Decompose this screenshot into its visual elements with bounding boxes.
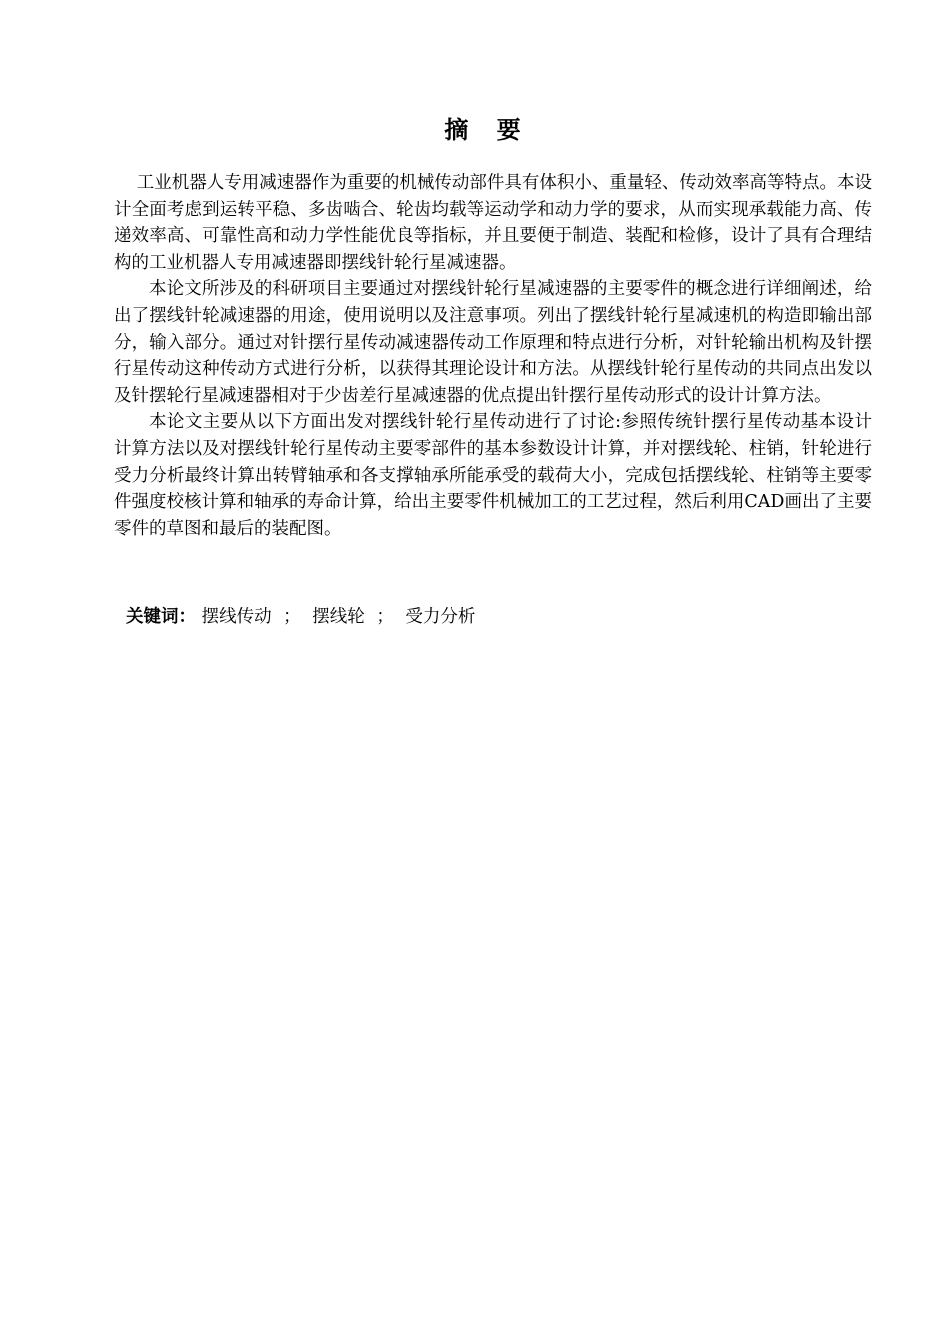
abstract-paragraph-3: 本论文主要从以下方面出发对摆线针轮行星传动进行了讨论:参照传统针摆行星传动基本设计计算方法以及对摆线针轮行星传动主要零部件的基本参数设计计算，并对摆线轮、柱销，针轮进行受力分析最终计算出转臂轴承和各支撑轴承所能承受的载荷大小，完成包括摆线轮、柱销等主要零件强度校核计算和轴承的寿命计算，给出主要零件机械加工的工艺过程，然后利用CAD画出了主要零件的草图和最后的装配图。 xyxy=(114,412,872,539)
keywords-label: 关键词： xyxy=(126,607,196,627)
abstract-body xyxy=(114,170,872,542)
abstract-title: 摘 要 xyxy=(444,116,531,144)
keyword-item: 摆线传动 xyxy=(201,607,272,627)
keyword-item: 摆线轮 xyxy=(312,607,365,627)
keywords-line xyxy=(126,604,475,630)
abstract-paragraph-1: 工业机器人专用减速器作为重要的机械传动部件具有体积小、重量轻、传动效率高等特点。本设计全面考虑到运转平稳、多齿啮合、轮齿均载等运动学和动力学的要求，从而实现承载能力高、传递效率高、可靠性高和动力学性能优良等指标，并且要便于制造、装配和检修，设计了具有合理结构的工业机器人专用减速器即摆线针轮行星减速器。 xyxy=(114,173,872,273)
keyword-separator: ； xyxy=(283,607,301,627)
keyword-item: 受力分析 xyxy=(405,607,476,627)
keyword-separator: ； xyxy=(376,607,394,627)
abstract-paragraph-2: 本论文所涉及的科研项目主要通过对摆线针轮行星减速器的主要零件的概念进行详细阐述，给出了摆线针轮减速器的用途，使用说明以及注意事项。列出了摆线针轮行星减速机的构造即输出部分，输入部分。通过对针摆行星传动减速器传动工作原理和特点进行分析，对针轮输出机构及针摆行星传动这种传动方式进行分析，以获得其理论设计和方法。从摆线针轮行星传动的共同点出发以及针摆轮行星减速器相对于少齿差行星减速器的优点提出针摆行星传动形式的设计计算方法。 xyxy=(114,279,872,406)
